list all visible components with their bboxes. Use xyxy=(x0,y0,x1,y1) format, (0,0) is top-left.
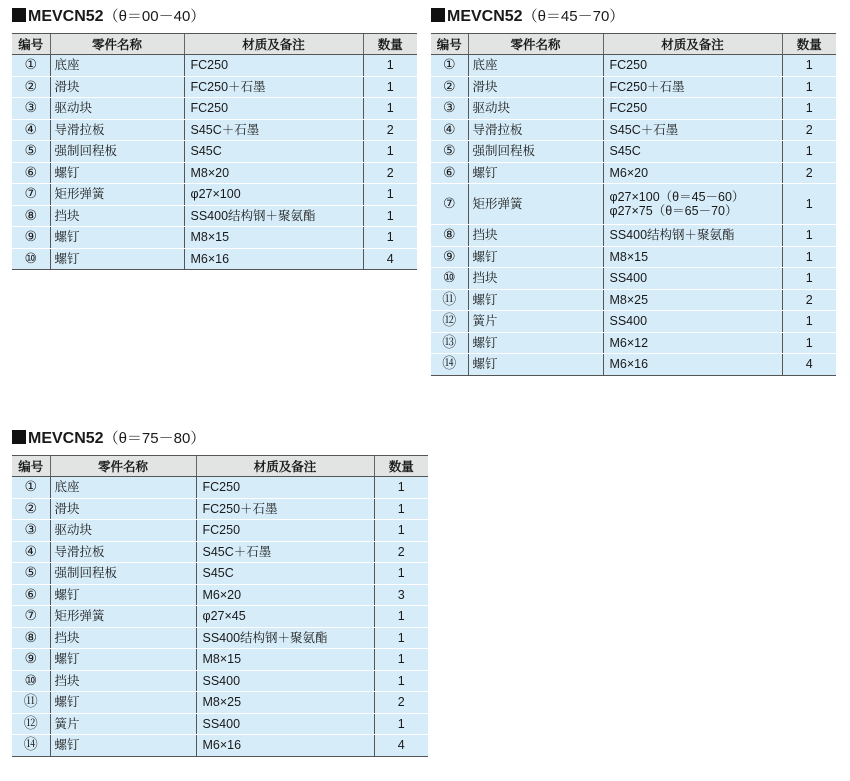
part-material: S45C＋石墨 xyxy=(603,119,782,141)
part-number: ④ xyxy=(431,119,468,141)
part-name: 螺钉 xyxy=(50,227,184,249)
part-material: M6×16 xyxy=(603,354,782,376)
table-title xyxy=(431,7,836,27)
square-bullet-icon xyxy=(12,8,26,22)
part-number: ③ xyxy=(431,98,468,120)
part-qty: 1 xyxy=(782,311,836,333)
part-name: 滑块 xyxy=(50,76,184,98)
part-number: ⑩ xyxy=(12,248,50,270)
part-name: 底座 xyxy=(50,477,196,499)
part-number: ⑧ xyxy=(12,205,50,227)
part-name: 矩形弹簧 xyxy=(50,606,196,628)
part-number: ⑥ xyxy=(12,162,50,184)
table-title xyxy=(12,7,417,27)
table-header-row xyxy=(431,34,836,55)
table-row xyxy=(12,670,428,692)
part-material: M6×12 xyxy=(603,332,782,354)
table-row xyxy=(431,311,836,333)
parts-table-block-3 xyxy=(12,429,428,757)
part-number: ① xyxy=(12,477,50,499)
part-material: S45C xyxy=(184,141,363,163)
part-qty: 1 xyxy=(363,205,417,227)
part-qty: 1 xyxy=(782,246,836,268)
table-row xyxy=(431,141,836,163)
part-material: M6×16 xyxy=(184,248,363,270)
table-row xyxy=(12,498,428,520)
part-material: FC250＋石墨 xyxy=(184,76,363,98)
part-qty: 2 xyxy=(782,119,836,141)
part-name: 螺钉 xyxy=(50,584,196,606)
part-name: 矩形弹簧 xyxy=(50,184,184,206)
part-material: SS400结构钢＋聚氨酯 xyxy=(184,205,363,227)
table-row xyxy=(431,289,836,311)
part-qty: 2 xyxy=(363,119,417,141)
part-number: ⑤ xyxy=(431,141,468,163)
part-name: 强制回程板 xyxy=(50,141,184,163)
part-material: FC250 xyxy=(196,477,374,499)
part-number: ② xyxy=(12,76,50,98)
table-row xyxy=(12,713,428,735)
table-row xyxy=(12,98,417,120)
part-name: 螺钉 xyxy=(468,332,603,354)
material-line-1: φ27×100（θ＝45－60） xyxy=(609,190,745,204)
part-qty: 1 xyxy=(374,606,428,628)
part-material: S45C xyxy=(196,563,374,585)
part-name: 驱动块 xyxy=(468,98,603,120)
part-material: S45C＋石墨 xyxy=(196,541,374,563)
table-row xyxy=(12,248,417,270)
table-row xyxy=(431,98,836,120)
table-row xyxy=(12,227,417,249)
part-qty: 1 xyxy=(374,520,428,542)
table-header-row xyxy=(12,456,428,477)
table-row xyxy=(12,76,417,98)
table-row xyxy=(12,119,417,141)
part-name: 簧片 xyxy=(50,713,196,735)
table-row xyxy=(12,606,428,628)
part-material: FC250 xyxy=(603,98,782,120)
part-name: 导滑拉板 xyxy=(468,119,603,141)
material-line-2: φ27×75（θ＝65－70） xyxy=(609,204,738,218)
table-row xyxy=(431,246,836,268)
part-material: φ27×100 xyxy=(184,184,363,206)
part-name: 螺钉 xyxy=(50,162,184,184)
parts-table xyxy=(431,33,836,376)
header-material: 材质及备注 xyxy=(603,34,782,55)
part-number: ④ xyxy=(12,119,50,141)
table-row xyxy=(12,541,428,563)
part-number: ⑦ xyxy=(12,184,50,206)
part-name: 驱动块 xyxy=(50,520,196,542)
part-qty: 2 xyxy=(782,289,836,311)
part-name: 螺钉 xyxy=(468,162,603,184)
angle-range: （θ＝45－70） xyxy=(522,8,625,25)
part-name: 挡块 xyxy=(468,225,603,247)
part-material: FC250＋石墨 xyxy=(196,498,374,520)
part-qty: 2 xyxy=(374,541,428,563)
angle-range: （θ＝75－80） xyxy=(103,430,206,447)
part-qty: 2 xyxy=(782,162,836,184)
part-number: ⑤ xyxy=(12,141,50,163)
part-material: M8×25 xyxy=(603,289,782,311)
table-row xyxy=(12,584,428,606)
part-number: ⑦ xyxy=(431,184,468,225)
part-material: FC250 xyxy=(184,55,363,77)
part-qty: 1 xyxy=(374,498,428,520)
header-name: 零件名称 xyxy=(50,34,184,55)
table-row xyxy=(12,520,428,542)
part-material: FC250＋石墨 xyxy=(603,76,782,98)
part-material: FC250 xyxy=(184,98,363,120)
part-qty: 1 xyxy=(782,98,836,120)
part-material: M8×20 xyxy=(184,162,363,184)
part-qty: 1 xyxy=(363,184,417,206)
part-qty: 1 xyxy=(782,268,836,290)
part-number: ⑫ xyxy=(431,311,468,333)
part-name: 螺钉 xyxy=(50,248,184,270)
part-name: 底座 xyxy=(50,55,184,77)
header-qty: 数量 xyxy=(363,34,417,55)
part-number: ⑧ xyxy=(431,225,468,247)
part-qty: 4 xyxy=(363,248,417,270)
square-bullet-icon xyxy=(12,430,26,444)
part-qty: 1 xyxy=(782,184,836,225)
part-material: SS400 xyxy=(603,311,782,333)
part-name: 挡块 xyxy=(50,627,196,649)
header-name: 零件名称 xyxy=(468,34,603,55)
part-number: ⑨ xyxy=(431,246,468,268)
part-number: ② xyxy=(12,498,50,520)
header-material: 材质及备注 xyxy=(184,34,363,55)
table-row xyxy=(431,268,836,290)
table-row xyxy=(12,692,428,714)
part-qty: 1 xyxy=(363,55,417,77)
part-qty: 1 xyxy=(363,141,417,163)
part-material: M6×20 xyxy=(196,584,374,606)
part-number: ⑪ xyxy=(431,289,468,311)
part-material: M8×15 xyxy=(603,246,782,268)
part-number: ③ xyxy=(12,520,50,542)
part-material: M8×15 xyxy=(184,227,363,249)
part-name: 底座 xyxy=(468,55,603,77)
table-row xyxy=(12,649,428,671)
part-name: 滑块 xyxy=(50,498,196,520)
table-row xyxy=(431,119,836,141)
table-row xyxy=(12,55,417,77)
table-row xyxy=(12,477,428,499)
part-number: ① xyxy=(431,55,468,77)
part-number: ③ xyxy=(12,98,50,120)
part-qty: 1 xyxy=(782,76,836,98)
part-qty: 3 xyxy=(374,584,428,606)
part-qty: 1 xyxy=(782,332,836,354)
header-no: 编号 xyxy=(12,34,50,55)
part-qty: 1 xyxy=(374,627,428,649)
angle-range: （θ＝00－40） xyxy=(103,8,206,25)
part-number: ⑥ xyxy=(12,584,50,606)
part-qty: 2 xyxy=(363,162,417,184)
part-name: 挡块 xyxy=(468,268,603,290)
table-title xyxy=(12,429,428,449)
table-row xyxy=(12,141,417,163)
part-name: 强制回程板 xyxy=(50,563,196,585)
part-name: 挡块 xyxy=(50,670,196,692)
part-material: S45C＋石墨 xyxy=(184,119,363,141)
part-number: ⑤ xyxy=(12,563,50,585)
part-qty: 4 xyxy=(782,354,836,376)
header-qty: 数量 xyxy=(374,456,428,477)
part-name: 螺钉 xyxy=(468,246,603,268)
part-number: ④ xyxy=(12,541,50,563)
part-number: ⑭ xyxy=(12,735,50,757)
part-material: FC250 xyxy=(196,520,374,542)
part-name: 挡块 xyxy=(50,205,184,227)
header-qty: 数量 xyxy=(782,34,836,55)
table-row xyxy=(12,184,417,206)
header-no: 编号 xyxy=(431,34,468,55)
part-material: SS400结构钢＋聚氨酯 xyxy=(603,225,782,247)
table-row xyxy=(12,162,417,184)
part-number: ⑭ xyxy=(431,354,468,376)
part-qty: 1 xyxy=(374,649,428,671)
table-row xyxy=(431,332,836,354)
part-number: ⑨ xyxy=(12,227,50,249)
parts-table-block-1 xyxy=(12,7,417,270)
part-qty: 1 xyxy=(782,141,836,163)
part-qty: 1 xyxy=(782,225,836,247)
parts-table-block-2 xyxy=(431,7,836,376)
table-row xyxy=(12,563,428,585)
part-qty: 1 xyxy=(363,76,417,98)
part-number: ⑨ xyxy=(12,649,50,671)
part-qty: 1 xyxy=(374,713,428,735)
part-material: M8×25 xyxy=(196,692,374,714)
part-number: ② xyxy=(431,76,468,98)
header-material: 材质及备注 xyxy=(196,456,374,477)
table-row xyxy=(12,735,428,757)
part-name: 螺钉 xyxy=(50,735,196,757)
part-name: 导滑拉板 xyxy=(50,541,196,563)
part-material: SS400结构钢＋聚氨酯 xyxy=(196,627,374,649)
part-name: 螺钉 xyxy=(50,692,196,714)
part-qty: 1 xyxy=(374,563,428,585)
part-material: SS400 xyxy=(196,713,374,735)
table-row xyxy=(431,225,836,247)
table-row xyxy=(431,55,836,77)
table-row xyxy=(431,76,836,98)
part-material: FC250 xyxy=(603,55,782,77)
part-material: SS400 xyxy=(196,670,374,692)
table-row xyxy=(12,205,417,227)
header-name: 零件名称 xyxy=(50,456,196,477)
part-material: S45C xyxy=(603,141,782,163)
part-material: SS400 xyxy=(603,268,782,290)
part-material: M6×20 xyxy=(603,162,782,184)
part-name: 螺钉 xyxy=(468,289,603,311)
table-row xyxy=(431,162,836,184)
part-qty: 1 xyxy=(363,227,417,249)
part-number: ⑥ xyxy=(431,162,468,184)
part-number: ① xyxy=(12,55,50,77)
part-material xyxy=(603,184,782,225)
part-number: ⑬ xyxy=(431,332,468,354)
header-no: 编号 xyxy=(12,456,50,477)
part-name: 矩形弹簧 xyxy=(468,184,603,225)
part-name: 强制回程板 xyxy=(468,141,603,163)
part-name: 螺钉 xyxy=(468,354,603,376)
part-number: ⑩ xyxy=(431,268,468,290)
part-qty: 1 xyxy=(782,55,836,77)
part-name: 驱动块 xyxy=(50,98,184,120)
part-number: ⑦ xyxy=(12,606,50,628)
part-name: 簧片 xyxy=(468,311,603,333)
part-qty: 2 xyxy=(374,692,428,714)
table-header-row xyxy=(12,34,417,55)
part-number: ⑩ xyxy=(12,670,50,692)
parts-table xyxy=(12,33,417,270)
model-name: MEVCN52 xyxy=(447,8,523,25)
table-row xyxy=(431,184,836,225)
square-bullet-icon xyxy=(431,8,445,22)
part-number: ⑫ xyxy=(12,713,50,735)
part-number: ⑧ xyxy=(12,627,50,649)
part-name: 滑块 xyxy=(468,76,603,98)
part-material: M6×16 xyxy=(196,735,374,757)
part-number: ⑪ xyxy=(12,692,50,714)
part-material: M8×15 xyxy=(196,649,374,671)
model-name: MEVCN52 xyxy=(28,8,104,25)
part-qty: 1 xyxy=(374,670,428,692)
model-name: MEVCN52 xyxy=(28,430,104,447)
part-name: 螺钉 xyxy=(50,649,196,671)
table-row xyxy=(431,354,836,376)
part-material: φ27×45 xyxy=(196,606,374,628)
part-qty: 1 xyxy=(363,98,417,120)
table-row xyxy=(12,627,428,649)
parts-table xyxy=(12,455,428,757)
part-name: 导滑拉板 xyxy=(50,119,184,141)
part-qty: 4 xyxy=(374,735,428,757)
part-qty: 1 xyxy=(374,477,428,499)
